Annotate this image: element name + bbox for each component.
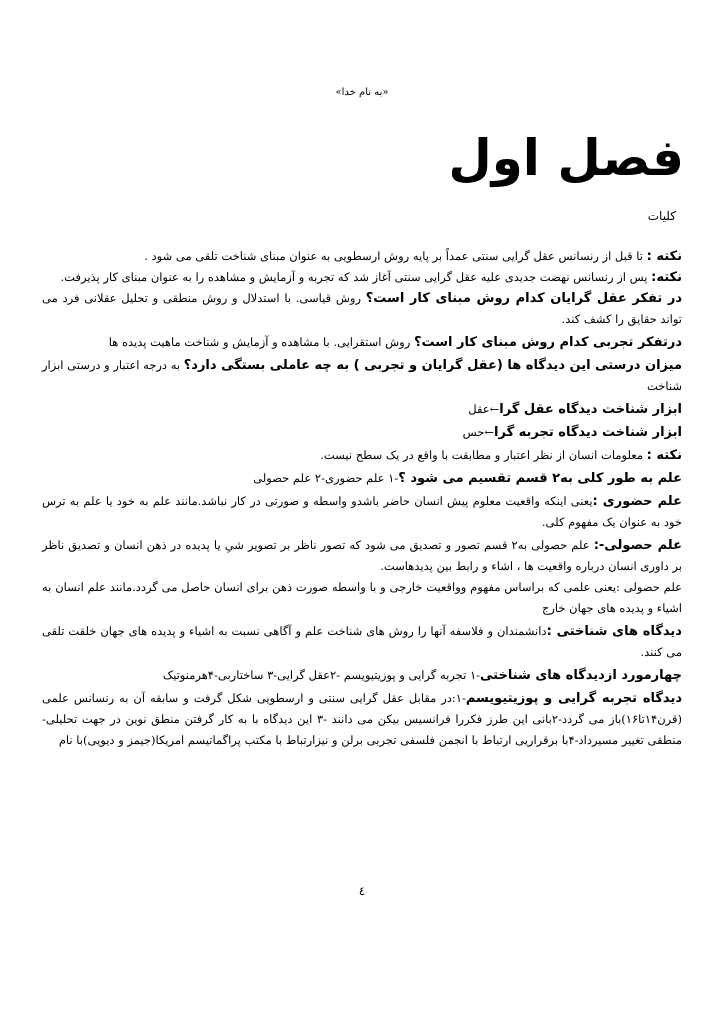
paragraph-text: علم حصولی :یعنی علمی که براساس مفهوم وواقعیت خارجی و با واسطه صورت ذهن برای انسان حاصل می گردد.مانند علم انسان به اشیاء و پدیده های جهان خارج: [42, 580, 682, 615]
paragraph: [42, 288, 682, 330]
paragraph-text: ←عقل: [468, 402, 500, 416]
bismillah-heading: «به نام خدا»: [335, 87, 389, 98]
paragraph-keyword: علم به طور کلی به۲ قسم تقسیم می شود ؟: [398, 471, 682, 486]
paragraph: [42, 577, 682, 619]
paragraph: [42, 445, 682, 466]
paragraph-text: تا قبل از رنسانس عقل گرایی سنتی عمداً بر پایه روش ارسطویی به عنوان مبنای شناخت تلقی می شود .: [144, 249, 647, 263]
paragraph-keyword: علم حصولی-:: [593, 538, 682, 553]
paragraph-text: -۱:در مقابل عقل گرایی سنتی و ارسطویی شکل گرفت و سابقه آن به رنسانس علمی (قرن۱۴تا۱۶)باز می گردد-۲بانی این طرز فکررا فرانسیس بیکن می دانند -۳ این دیدگاه با به کار گرفتن منطق نوین در جهت تحلیلی-منطقی تغییر مسیرداد-۴با برقراریی ارتباط با انجمن فلسفی تجربی برلن و نیزارتباط با مکتب پراگماتیسم امریکا(جیمز و دیویی)با نام: [42, 691, 683, 747]
paragraph-text: روش قیاسی. با استدلال و روش منطقی و تحلیل عقلانی فرد می تواند حقایق را کشف کند.: [42, 291, 682, 326]
paragraph: [42, 246, 682, 267]
paragraph-text: -۱ علم حضوری-۲ علم حصولی: [253, 471, 399, 485]
paragraph: [42, 688, 682, 751]
chapter-title: فصل اول: [448, 129, 684, 187]
paragraph-keyword: میزان درستی این دیدگاه ها (عقل گرایان و تجربی ) به چه عاملی بستگی دارد؟: [183, 358, 682, 373]
paragraph-keyword: در تفکر عقل گرایان کدام روش مبنای کار است؟: [365, 291, 682, 306]
section-subtitle: کلیات: [647, 209, 676, 223]
body-text: [42, 246, 682, 751]
paragraph: [42, 355, 682, 397]
paragraph: [42, 491, 682, 533]
paragraph: [42, 267, 682, 288]
paragraph-text: دانشمندان و فلاسفه آنها را روش های شناخت علم و آگاهی نسبت به اشیاء و پدیده های جهان خلقت تلقی می کنند.: [42, 624, 682, 659]
paragraph: [42, 665, 682, 686]
paragraph: [42, 422, 682, 443]
paragraph-text: به درجه اعتبار و درستی ابزار شناخت: [42, 358, 682, 393]
paragraph-text: پس از رنسانس نهضت جدیدی علیه عقل گرایی سنتی آغاز شد که تجربه و آزمایش و مشاهده را به عنوان مبنای کار پذیرفت.: [60, 270, 652, 284]
paragraph-keyword: دیدگاه تجربه گرایی و پوزیتیویسم: [465, 691, 682, 706]
paragraph-keyword: چهارمورد ازدیدگاه های شناختی: [480, 668, 682, 683]
paragraph-keyword: نکته:: [651, 270, 682, 285]
paragraph: [42, 332, 682, 353]
paragraph-text: معلومات انسان از نظر اعتبار و مطابقت با واقع در یک سطح نیست.: [320, 448, 647, 462]
paragraph: [42, 399, 682, 420]
paragraph-keyword: دیدگاه های شناختی :: [546, 624, 682, 639]
paragraph-keyword: ابزار شناخت دیدگاه تجربه گرا: [494, 425, 682, 440]
paragraph-keyword: ابزار شناخت دیدگاه عقل گرا: [499, 402, 682, 417]
paragraph-text: یعنی اینکه واقعیت معلوم پیش انسان حاضر باشدو واسطه و صورتی در کار نباشد.مانند علم به خود یا علم به ترس خود به عنوان یک مفهوم کلی.: [42, 494, 682, 529]
paragraph-text: علم حصولی به۲ قسم تصور و تصدیق می شود که تصور ناظر بر تصویر شیِ یا پدیده در ذهن انسان و تصدیق ناظر بر داوری انسان درباره واقعیت ها ، اشاء و رابط بین پدیدهاست.: [42, 538, 682, 573]
paragraph: [42, 535, 682, 577]
paragraph-text: روش استقرایی. با مشاهده و آزمایش و شناخت ماهیت پدیده ها: [108, 335, 414, 349]
paragraph-keyword: نکته :: [646, 448, 682, 463]
paragraph: [42, 468, 682, 489]
paragraph-text: ←حس: [462, 425, 495, 439]
paragraph: [42, 621, 682, 663]
paragraph-keyword: درتفکر تجربی کدام روش مبنای کار است؟: [413, 335, 682, 350]
paragraph-text: -۱ تجربه گرایی و پوزیتیویسم -۲عقل گرایی-۳ ساختاربی-۴هرمنوتیک: [162, 668, 481, 682]
paragraph-keyword: نکته :: [646, 249, 682, 264]
page-number: ٤: [358, 884, 366, 898]
paragraph-keyword: علم حضوری :: [592, 494, 682, 509]
